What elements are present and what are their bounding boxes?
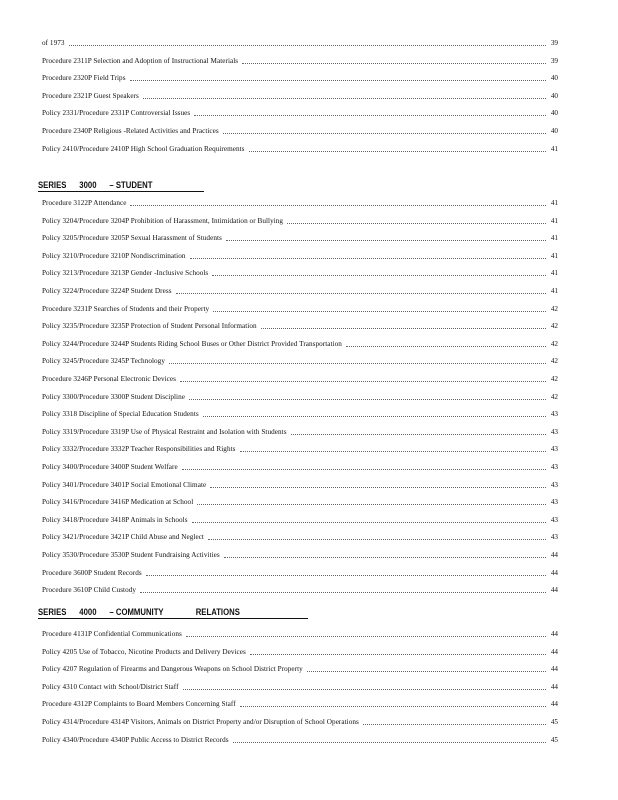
- toc-entry-page-number: 42: [550, 357, 558, 366]
- toc-entry-title: Policy 3300/Procedure 3300P Student Discipline: [42, 392, 185, 401]
- dot-leader: [69, 45, 546, 46]
- toc-entry-page-number: 43: [550, 533, 558, 542]
- toc-entry-title: Policy 3318 Discipline of Special Education Students: [42, 410, 199, 419]
- toc-entry-title: of 1973: [42, 39, 65, 47]
- toc-entry-title: Policy 3205/Procedure 3205P Sexual Harassment of Students: [42, 234, 222, 243]
- toc-entry-title: Policy 3530/Procedure 3530P Student Fundraising Activities: [42, 551, 220, 559]
- dot-leader: [250, 654, 546, 655]
- toc-entry-title: Policy 3224/Procedure 3224P Student Dress: [42, 287, 172, 295]
- toc-entry-page-number: 39: [550, 56, 558, 65]
- dot-leader: [189, 399, 546, 400]
- dot-leader: [140, 592, 546, 593]
- dot-leader: [186, 636, 546, 637]
- toc-entry-title: Procedure 3122P Attendance: [42, 199, 127, 207]
- toc-entry: [42, 249, 558, 261]
- dot-leader: [213, 311, 546, 312]
- dot-leader: [233, 742, 546, 743]
- dot-leader: [183, 689, 546, 690]
- toc-entry-page-number: 41: [550, 144, 558, 153]
- toc-entry: [42, 124, 558, 136]
- toc-entry-page-number: 41: [550, 269, 558, 278]
- toc-entry: [42, 196, 558, 208]
- dot-leader: [180, 381, 546, 382]
- toc-entry-title: Policy 2410/Procedure 2410P High School Graduation Requirements: [42, 144, 245, 153]
- toc-entry-title: Policy 3235/Procedure 3235P Protection of Student Personal Information: [42, 322, 257, 331]
- toc-entry-title: Procedure 3610P Child Custody: [42, 586, 137, 595]
- toc-entry-page-number: 42: [550, 392, 558, 401]
- toc-entry-page-number: 41: [550, 216, 558, 225]
- series-heading-text: SERIES 3000 – STUDENT: [38, 180, 153, 190]
- toc-entry-title: Procedure 2321P Guest Speakers: [42, 91, 139, 100]
- toc-entry-page-number: 43: [550, 498, 558, 507]
- toc-entry-page-number: 40: [550, 91, 558, 100]
- toc-entry-title: Procedure 2320P Field Trips: [42, 74, 126, 83]
- toc-entry-page-number: 44: [550, 551, 558, 559]
- dot-leader: [182, 469, 546, 470]
- toc-entry-page-number: 40: [550, 127, 558, 135]
- dot-leader: [197, 504, 546, 505]
- dot-leader: [190, 258, 546, 259]
- toc-entry-title: Procedure 2311P Selection and Adoption of Instructional Materials: [42, 56, 239, 65]
- toc-entry: [42, 478, 558, 490]
- series-3000-heading: [38, 176, 204, 192]
- toc-entry-title: Policy 3204/Procedure 3204P Prohibition of Harassment, Intimidation or Bullying: [42, 216, 284, 225]
- dot-leader: [130, 205, 546, 206]
- toc-entry-page-number: 41: [550, 234, 558, 243]
- dot-leader: [208, 539, 546, 540]
- toc-entry-page-number: 42: [550, 304, 558, 313]
- toc-entry: [42, 319, 558, 331]
- dot-leader: [363, 724, 546, 725]
- toc-entry-page-number: 39: [550, 39, 558, 47]
- toc-entry-title: Procedure 4131P Confidential Communications: [42, 630, 182, 638]
- toc-entry-title: Policy 3418/Procedure 3418P Animals in Schools: [42, 515, 188, 524]
- series-heading-text: SERIES 4000 – COMMUNITY RELATIONS: [38, 607, 240, 617]
- toc-entry-title: Policy 4314/Procedure 4314P Visitors, Animals on District Property and/or Disruption of School Operations: [42, 718, 359, 726]
- toc-entry-page-number: 44: [550, 568, 558, 577]
- toc-entry-title: Policy 3400/Procedure 3400P Student Welfare: [42, 463, 178, 471]
- toc-entry-page-number: 44: [550, 647, 558, 656]
- dot-leader: [212, 275, 546, 276]
- toc-entry-page-number: 42: [550, 375, 558, 383]
- toc-entry: [42, 54, 558, 66]
- toc-entry-page-number: 45: [550, 735, 558, 744]
- toc-entry-page-number: 43: [550, 480, 558, 489]
- series-4000-heading: [38, 603, 308, 619]
- toc-entry: [42, 566, 558, 578]
- toc-entry-page-number: 41: [550, 251, 558, 260]
- dot-leader: [146, 575, 546, 576]
- toc-entry: [42, 680, 558, 692]
- toc-entry-title: Policy 3401/Procedure 3401P Social Emotional Climate: [42, 480, 207, 489]
- toc-entry-page-number: 42: [550, 339, 558, 348]
- dot-leader: [130, 80, 546, 81]
- toc-entry-title: Policy 3421/Procedure 3421P Child Abuse and Neglect: [42, 533, 204, 542]
- toc-entry-title: Policy 3332/Procedure 3332P Teacher Responsibilities and Rights: [42, 445, 236, 454]
- dot-leader: [240, 706, 546, 707]
- toc-entry-page-number: 44: [550, 665, 558, 674]
- dot-leader: [194, 115, 546, 116]
- toc-entry: [42, 697, 558, 709]
- toc-entry-title: Policy 3244/Procedure 3244P Students Riding School Buses or Other District Provided Transportation: [42, 339, 342, 348]
- toc-entry: [42, 442, 558, 454]
- toc-entry-page-number: 44: [550, 630, 558, 638]
- toc-entry-page-number: 40: [550, 74, 558, 83]
- toc-entry-title: Procedure 3600P Student Records: [42, 568, 142, 577]
- toc-entry: [42, 337, 558, 349]
- dot-leader: [307, 671, 546, 672]
- toc-entry-title: Policy 4207 Regulation of Firearms and Dangerous Weapons on School District Property: [42, 665, 303, 674]
- toc-entry-page-number: 45: [550, 718, 558, 726]
- toc-entry: [42, 390, 558, 402]
- toc-entry: [42, 231, 558, 243]
- toc-entry: [42, 548, 558, 560]
- toc-entry: [42, 627, 558, 639]
- toc-entry-title: Procedure 4312P Complaints to Board Members Concerning Staff: [42, 700, 236, 709]
- toc-entry-page-number: 40: [550, 109, 558, 118]
- toc-entry: [42, 407, 558, 419]
- dot-leader: [224, 557, 546, 558]
- toc-entry-page-number: 43: [550, 410, 558, 419]
- toc-entry: [42, 645, 558, 657]
- toc-entry-page-number: 44: [550, 586, 558, 595]
- toc-entry: [42, 530, 558, 542]
- dot-leader: [291, 434, 546, 435]
- dot-leader: [223, 133, 546, 134]
- toc-entry: [42, 495, 558, 507]
- toc-entry-page-number: 42: [550, 322, 558, 331]
- dot-leader: [203, 416, 546, 417]
- toc-entry: [42, 425, 558, 437]
- toc-entry-title: Procedure 2340P Religious -Related Activities and Practices: [42, 127, 219, 135]
- dot-leader: [192, 522, 546, 523]
- toc-entry: [42, 89, 558, 101]
- toc-entry-page-number: 44: [550, 700, 558, 709]
- toc-entry: [42, 715, 558, 727]
- toc-entry: [42, 583, 558, 595]
- dot-leader: [176, 293, 546, 294]
- toc-entry-title: Policy 3319/Procedure 3319P Use of Physical Restraint and Isolation with Students: [42, 427, 287, 436]
- dot-leader: [261, 328, 546, 329]
- toc-entry: [42, 662, 558, 674]
- toc-entry-page-number: 43: [550, 445, 558, 454]
- toc-entry: [42, 266, 558, 278]
- dot-leader: [346, 346, 546, 347]
- dot-leader: [287, 223, 546, 224]
- toc-entry-page-number: 41: [550, 199, 558, 207]
- toc-entry-title: Procedure 3246P Personal Electronic Devices: [42, 375, 177, 383]
- dot-leader: [143, 98, 546, 99]
- dot-leader: [240, 451, 547, 452]
- toc-entry: [42, 142, 558, 154]
- toc-entry: [42, 36, 558, 48]
- toc-entry: [42, 354, 558, 366]
- toc-entry-title: Policy 3245/Procedure 3245P Technology: [42, 357, 165, 366]
- toc-entry-page-number: 43: [550, 463, 558, 471]
- toc-entry: [42, 214, 558, 226]
- toc-entry: [42, 460, 558, 472]
- toc-entry-title: Procedure 3231P Searches of Students and their Property: [42, 304, 210, 313]
- toc-entry-title: Policy 3213/Procedure 3213P Gender -Inclusive Schools: [42, 269, 209, 278]
- toc-entry: [42, 733, 558, 745]
- toc-entry: [42, 513, 558, 525]
- toc-entry-title: Policy 3416/Procedure 3416P Medication at School: [42, 498, 194, 507]
- toc-entry: [42, 106, 558, 118]
- dot-leader: [242, 63, 546, 64]
- toc-entry: [42, 284, 558, 296]
- toc-entry-title: Policy 4340/Procedure 4340P Public Access to District Records: [42, 735, 229, 744]
- toc-entry-title: Policy 2331/Procedure 2331P Controversial Issues: [42, 109, 191, 118]
- dot-leader: [210, 487, 546, 488]
- toc-entry: [42, 372, 558, 384]
- toc-entry-page-number: 44: [550, 682, 558, 691]
- toc-entry-title: Policy 4310 Contact with School/District Staff: [42, 682, 179, 691]
- toc-entry-page-number: 43: [550, 515, 558, 524]
- dot-leader: [169, 363, 546, 364]
- toc-entry-page-number: 43: [550, 427, 558, 436]
- toc-entry: [42, 302, 558, 314]
- toc-entry-page-number: 41: [550, 287, 558, 295]
- toc-entry-title: Policy 3210/Procedure 3210P Nondiscrimination: [42, 251, 186, 260]
- dot-leader: [249, 151, 546, 152]
- toc-entry: [42, 71, 558, 83]
- toc-entry-title: Policy 4205 Use of Tobacco, Nicotine Products and Delivery Devices: [42, 647, 246, 656]
- dot-leader: [226, 240, 546, 241]
